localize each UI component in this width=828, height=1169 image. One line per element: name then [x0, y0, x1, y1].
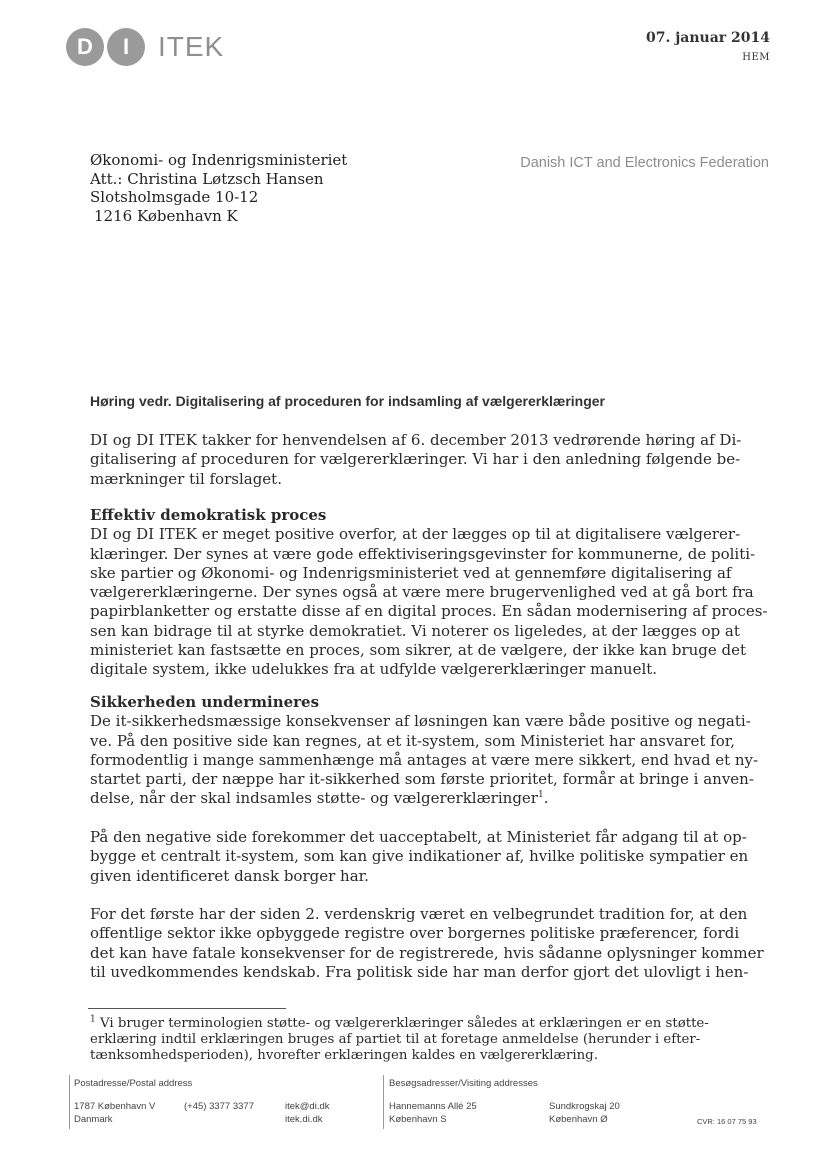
text-line: mærkninger til forslaget. — [90, 469, 282, 488]
text-fragment: . — [543, 789, 549, 808]
text-line: gitalisering af proceduren for vælgererklæringer. Vi har i den anledning følgende be- — [90, 450, 741, 469]
visit-address-2-city: København Ø — [549, 1114, 608, 1125]
intro-paragraph — [90, 431, 742, 489]
text-line: formodentlig i mange sammenhænge må antages at være mere sikkert, end hvad et ny- — [90, 750, 759, 769]
footnote-line: tænksomhedsperioden), hvorefter erklæringen kaldes en vælgererklæring. — [90, 1048, 598, 1064]
logo-text: ITEK — [158, 31, 225, 62]
recipient-line: Økonomi- og Indenrigsministeriet — [90, 151, 348, 169]
di-itek-logo — [66, 27, 224, 67]
text-line: vælgererklæringerne. Der synes også at være mere brugervenlighed ved at gå bort fra — [90, 583, 754, 602]
letter-subject: Høring vedr. Digitalisering af proceduren for indsamling af vælgererklæringer — [90, 393, 606, 409]
text-line: DI og DI ITEK takker for henvendelsen af 6. december 2013 vedrørende høring af Di- — [90, 431, 742, 449]
paragraph-tradition — [90, 905, 764, 982]
footnote-line: erklæring indtil erklæringen bruges af partiet til at foretage anmeldelse (herunder i efter- — [90, 1032, 701, 1048]
letter-date: 07. januar 2014 — [645, 30, 770, 46]
recipient-line: Att.: Christina Løtzsch Hansen — [90, 169, 324, 188]
footer-divider-middle — [383, 1075, 384, 1129]
section-effektiv — [90, 506, 768, 680]
postal-city: 1787 København V — [74, 1101, 156, 1112]
footnote — [90, 1014, 709, 1065]
footnote-line — [90, 1014, 709, 1032]
footnote-text: Vi bruger terminologien støtte- og vælgererklæringer således at erklæringen er en støtte- — [99, 1016, 709, 1031]
cvr-number: CVR: 16 07 75 93 — [697, 1117, 757, 1126]
section-heading: Sikkerheden undermineres — [90, 693, 320, 711]
text-line: ministeriet kan fastsætte en proces, som sikrer, at de vælgere, der ikke kan bruge det — [90, 641, 747, 660]
text-line: papirblanketter og erstatte disse af en digital proces. En sådan modernisering af proces- — [90, 602, 768, 621]
section-heading: Effektiv demokratisk proces — [90, 506, 327, 524]
text-line: det kan have fatale konsekvenser for de registrerede, hvis sådanne oplysninger kommer — [90, 943, 764, 962]
phone-number[interactable]: (+45) 3377 3377 — [184, 1101, 254, 1112]
text-line: offentlige sektor ikke opbyggede registre over borgernes politiske præferencer, fordi — [90, 924, 740, 943]
text-line: ske partier og Økonomi- og Indenrigsministeriet ved at gennemføre digitalisering af — [90, 563, 732, 582]
text-line: sen kan bidrage til at styrke demokratiet. Vi noterer os ligeledes, at der lægges op at — [90, 621, 740, 640]
federation-name: Danish ICT and Electronics Federation — [520, 155, 769, 171]
section-sikkerhed — [90, 693, 759, 809]
footer-divider-left — [69, 1075, 70, 1129]
footnote-reference[interactable]: 1 — [537, 790, 544, 801]
text-fragment: delse, når der skal indsamles støtte- og vælgererklæringer — [90, 789, 538, 808]
text-line: bygge et centralt it-system, som kan give indikationer af, hvilke politiske sympatier en — [90, 847, 749, 866]
text-line: På den negative side forekommer det uacceptabelt, at Ministeriet får adgang til at op- — [90, 828, 747, 846]
text-line: til uvedkommendes kendskab. Fra politisk side har man derfor gjort det ulovligt i hen- — [90, 962, 749, 981]
sender-initials: HEM — [742, 52, 770, 63]
text-line: klæringer. Der synes at være gode effektiviseringsgevinster for kommunerne, de politi- — [90, 544, 756, 563]
visit-address-1-city: København S — [389, 1114, 447, 1125]
paragraph-negative — [90, 828, 749, 886]
text-line: startet parti, der næppe har it-sikkerhed som første prioritet, formår at bringe i anven- — [90, 770, 754, 789]
recipient-line: 1216 København K — [94, 206, 238, 225]
text-line-with-footnote — [90, 789, 685, 808]
logo-letter-i: I — [107, 28, 145, 66]
text-line: given identificeret dansk borger har. — [90, 866, 369, 885]
text-line: ve. På den positive side kan regnes, at et it-system, som Ministeriet har ansvaret for, — [90, 731, 736, 750]
visit-address-1-street: Hannemanns Allé 25 — [389, 1101, 477, 1112]
footnote-divider — [88, 1008, 286, 1009]
footnote-marker: 1 — [90, 1014, 96, 1025]
logo-letter-d: D — [66, 28, 104, 66]
text-line: For det første har der siden 2. verdenskrig været en velbegrundet tradition for, at den — [90, 905, 748, 923]
postal-country: Danmark — [74, 1114, 113, 1125]
website-link[interactable]: itek.di.dk — [285, 1114, 323, 1125]
text-line: DI og DI ITEK er meget positive overfor, at der lægges op til at digitalisere vælgerer- — [90, 525, 741, 544]
visiting-label: Besøgsadresser/Visiting addresses — [389, 1078, 538, 1089]
recipient-line: Slotsholmsgade 10-12 — [90, 188, 259, 206]
email-link[interactable]: itek@di.dk — [285, 1101, 330, 1112]
text-line: De it-sikkerhedsmæssige konsekvenser af løsningen kan være både positive og negati- — [90, 712, 751, 731]
recipient-address — [90, 151, 347, 225]
text-line: digitale system, ikke udelukkes fra at udfylde vælgererklæringer manuelt. — [90, 660, 658, 679]
postal-label: Postadresse/Postal address — [74, 1078, 193, 1089]
visit-address-2-street: Sundkrogskaj 20 — [549, 1101, 620, 1112]
